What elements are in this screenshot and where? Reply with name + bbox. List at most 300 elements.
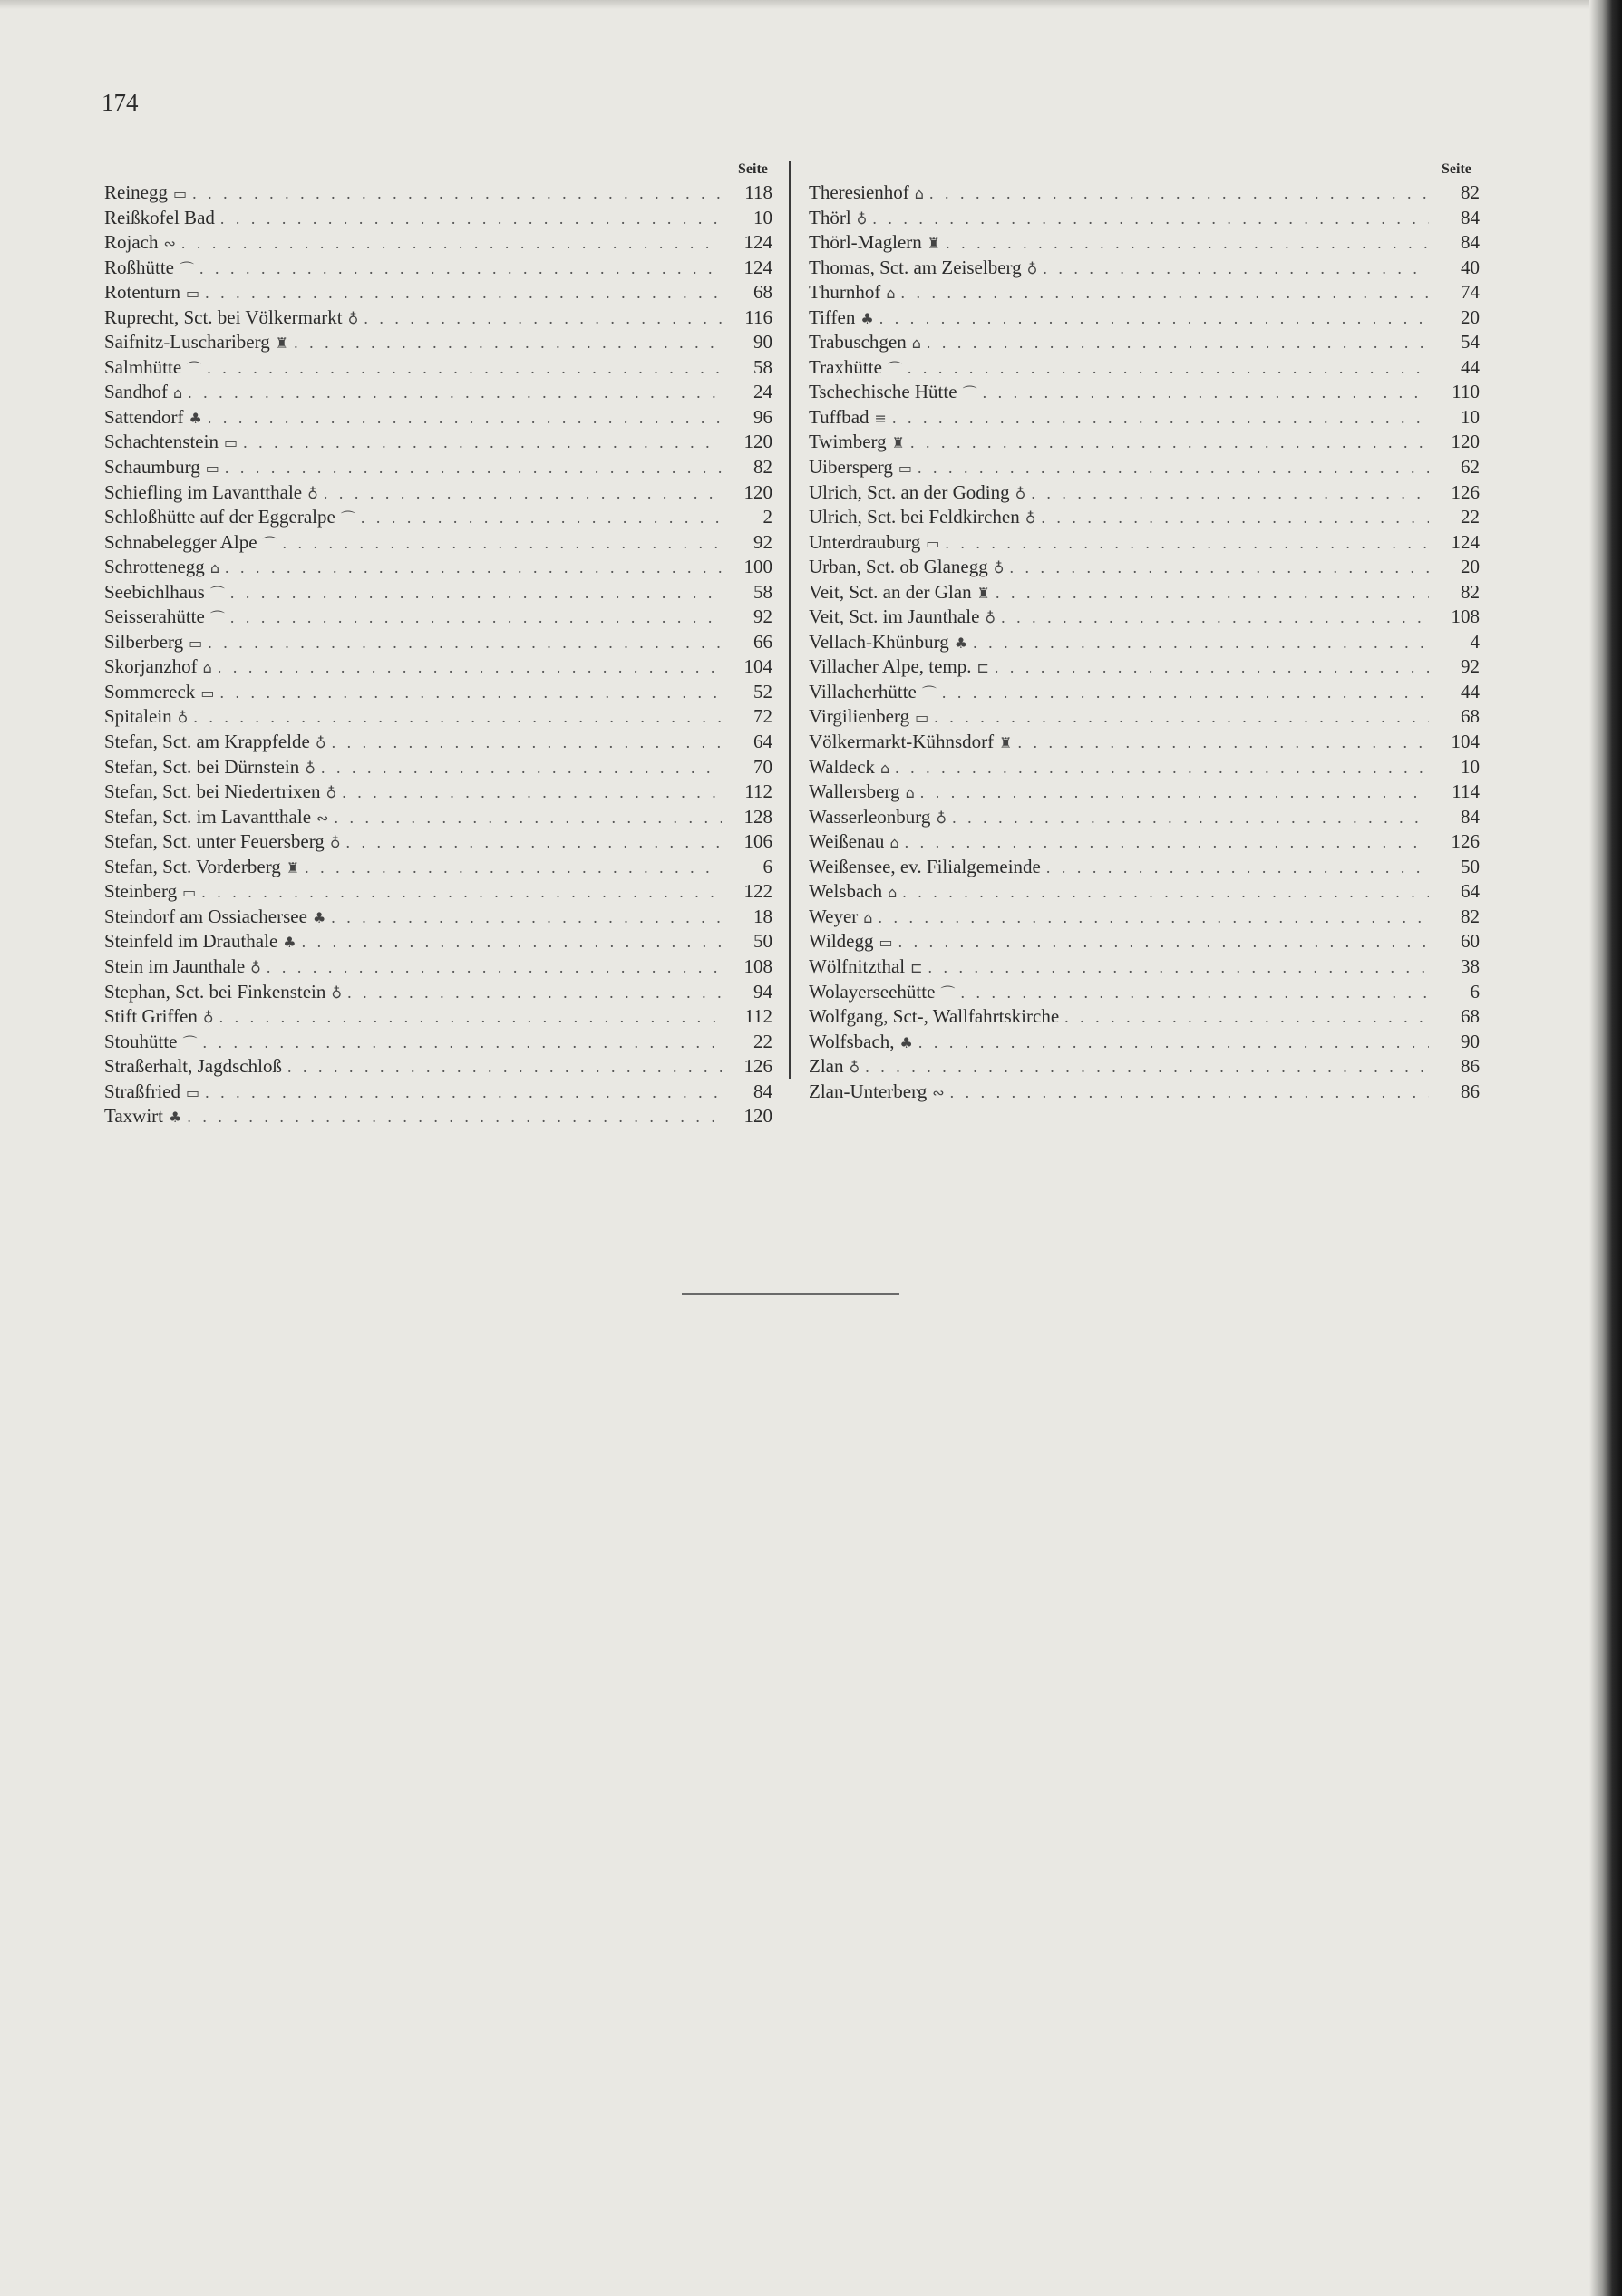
church-icon: ♁ (936, 809, 947, 827)
dot-leader (934, 708, 1429, 727)
column-divider (789, 161, 791, 1079)
left-column-header: Seite (738, 161, 768, 177)
ruin-icon: ▭ (185, 1083, 200, 1101)
dot-leader (283, 534, 722, 553)
parsonage-icon: ⌂ (209, 559, 219, 577)
index-entry (809, 605, 1480, 631)
dot-leader (346, 833, 722, 852)
entry-page: 52 (753, 680, 772, 702)
index-entry (809, 806, 1480, 831)
index-entry (104, 806, 772, 831)
entry-page: 126 (1451, 830, 1480, 853)
dot-leader (945, 534, 1429, 553)
dot-leader (1046, 858, 1429, 877)
index-entry (104, 181, 772, 207)
entry-name: Wolfsbach, (809, 1030, 895, 1052)
entry-name: Wildegg (809, 930, 874, 953)
dot-leader (995, 658, 1429, 677)
index-entry (104, 830, 772, 856)
hut-icon: ⌒ (340, 509, 355, 528)
dot-leader (225, 459, 722, 478)
parsonage-icon: ⌂ (202, 659, 212, 677)
entry-name: Veit, Sct. im Jaunthale (809, 605, 980, 628)
entry-name: Steinfeld im Drauthale (104, 930, 278, 953)
entry-name: Theresienhof (809, 181, 909, 203)
index-entry (809, 1005, 1480, 1031)
entry-page: 86 (1461, 1055, 1480, 1078)
entry-page: 6 (1470, 980, 1480, 1003)
entry-page: 68 (1461, 705, 1480, 728)
parsonage-icon: ⌂ (889, 834, 899, 852)
index-entry (104, 306, 772, 332)
dot-leader (946, 234, 1429, 253)
entry-page: 124 (1451, 530, 1480, 553)
dot-leader (203, 1033, 722, 1052)
index-entry (104, 406, 772, 431)
dot-leader (1001, 608, 1429, 627)
index-entry (104, 1005, 772, 1031)
entry-name: Wolfgang, Sct-, Wallfahrtskirche (809, 1005, 1060, 1028)
dot-leader (1043, 259, 1429, 278)
entry-page: 58 (753, 580, 772, 603)
entry-page: 84 (753, 1080, 772, 1102)
entry-page: 86 (1461, 1080, 1480, 1102)
parsonage-icon: ⌂ (888, 884, 898, 902)
dot-leader (996, 584, 1429, 603)
entry-page: 64 (753, 731, 772, 753)
dot-leader (342, 783, 722, 802)
dot-leader (225, 558, 722, 577)
entry-page: 10 (1461, 755, 1480, 778)
church-icon: ♁ (325, 784, 337, 802)
parsonage-icon: ⌂ (173, 384, 183, 402)
index-entry (809, 306, 1480, 332)
index-entry (104, 1031, 772, 1056)
entry-name: Stefan, Sct. bei Niedertrixen (104, 780, 321, 803)
entry-page: 20 (1461, 556, 1480, 578)
entry-page: 22 (753, 1030, 772, 1052)
entry-page: 120 (743, 1105, 772, 1128)
entry-page: 50 (753, 930, 772, 953)
dot-leader (181, 234, 722, 253)
index-entry (809, 556, 1480, 581)
dot-leader (879, 309, 1429, 328)
entry-name: Stefan, Sct. im Lavantthale (104, 805, 312, 828)
dot-leader (294, 334, 722, 353)
dot-leader (952, 809, 1429, 828)
hut-icon: ⌒ (940, 983, 956, 1002)
index-entry (809, 681, 1480, 706)
index-entry (104, 631, 772, 656)
index-entry (104, 207, 772, 232)
dot-leader (218, 658, 722, 677)
dot-leader (1009, 558, 1429, 577)
entry-page: 112 (744, 1005, 772, 1028)
dot-leader (230, 608, 722, 627)
index-entry (809, 231, 1480, 257)
entry-name: Stephan, Sct. bei Finkenstein (104, 980, 326, 1003)
dot-leader (927, 334, 1429, 353)
dot-leader (905, 833, 1429, 852)
entry-name: Weyer (809, 905, 859, 927)
index-entry (104, 930, 772, 955)
castle-icon: ♜ (976, 584, 990, 602)
parsonage-icon: ⌂ (914, 185, 924, 202)
dot-leader (220, 209, 722, 228)
index-entry (104, 581, 772, 606)
church-icon: ♁ (305, 759, 316, 777)
entry-page: 108 (1451, 605, 1480, 628)
entry-name: Thomas, Sct. am Zeiselberg (809, 256, 1022, 278)
index-entry (809, 930, 1480, 955)
entry-page: 68 (1461, 1005, 1480, 1028)
entry-name: Unterdrauburg (809, 530, 921, 553)
index-entry (809, 531, 1480, 557)
entry-name: Wölfnitzthal (809, 954, 906, 977)
entry-name: Steindorf am Ossiachersee (104, 905, 307, 927)
entry-name: Weißensee, ev. Filialgemeinde (809, 855, 1041, 877)
index-entry (809, 506, 1480, 531)
dot-leader (208, 409, 722, 428)
church-icon: ♁ (331, 983, 343, 1002)
page-number: 174 (102, 89, 139, 116)
entry-name: Saifnitz-Luschariberg (104, 331, 270, 354)
index-entry (809, 456, 1480, 481)
index-entry (104, 955, 772, 981)
entry-page: 44 (1461, 680, 1480, 702)
entry-name: Taxwirt (104, 1105, 164, 1128)
entry-name: Waldeck (809, 755, 875, 778)
entry-page: 126 (1451, 480, 1480, 503)
entry-name: Roßhütte (104, 256, 174, 278)
entry-name: Schiefling im Lavantthale (104, 480, 303, 503)
entry-name: Stift Griffen (104, 1005, 198, 1028)
church-icon: ♁ (849, 1059, 860, 1077)
index-entry (104, 655, 772, 681)
entry-page: 58 (753, 355, 772, 378)
entry-page: 100 (743, 556, 772, 578)
ruin-icon: ▭ (223, 434, 238, 452)
entry-page: 106 (743, 830, 772, 853)
dot-leader (928, 958, 1429, 977)
index-entry (104, 1080, 772, 1106)
entry-name: Völkermarkt-Kühnsdorf (809, 731, 995, 753)
dot-leader (895, 759, 1429, 778)
dot-leader (878, 908, 1429, 927)
entry-page: 118 (744, 181, 772, 203)
index-entry (104, 381, 772, 406)
entry-name: Schaumburg (104, 456, 200, 479)
right-column-header: Seite (1442, 161, 1471, 177)
village-icon: ♣ (860, 309, 874, 327)
dot-leader (1017, 733, 1429, 752)
entry-page: 18 (753, 905, 772, 927)
entry-page: 120 (1451, 431, 1480, 453)
entry-name: Zlan-Unterberg (809, 1080, 928, 1102)
dot-leader (205, 1083, 722, 1102)
entry-name: Sandhof (104, 381, 168, 403)
ruin-icon: ▭ (915, 709, 929, 727)
index-entry (809, 481, 1480, 507)
ruin-icon: ▭ (182, 884, 197, 902)
entry-page: 108 (743, 954, 772, 977)
entry-page: 20 (1461, 305, 1480, 328)
entry-name: Trabuschgen (809, 331, 907, 354)
index-entry (104, 856, 772, 881)
dot-leader (918, 1033, 1429, 1052)
entry-page: 104 (1451, 731, 1480, 753)
entry-name: Stein im Jaunthale (104, 954, 246, 977)
parsonage-icon: ⌂ (879, 759, 890, 777)
church-icon: ♁ (1025, 509, 1036, 528)
index-entry (809, 830, 1480, 856)
dot-leader (960, 983, 1429, 1003)
dot-leader (208, 634, 722, 653)
castle-icon: ♜ (891, 434, 905, 452)
index-entry (809, 906, 1480, 931)
village-icon: ♣ (169, 1109, 182, 1127)
entry-page: 82 (1461, 905, 1480, 927)
church-icon: ♁ (347, 309, 359, 327)
entry-name: Seisserahütte (104, 605, 205, 628)
entry-page: 24 (753, 381, 772, 403)
dot-leader (973, 634, 1429, 653)
dot-leader (188, 383, 722, 402)
ruin-icon: ▭ (172, 185, 188, 202)
entry-page: 44 (1461, 355, 1480, 378)
entry-page: 60 (1461, 930, 1480, 953)
entry-name: Veit, Sct. an der Glan (809, 580, 972, 603)
entry-page: 114 (1452, 780, 1480, 803)
entry-page: 4 (1470, 630, 1480, 653)
dot-leader (205, 284, 722, 303)
ruin-icon: ▭ (205, 460, 219, 478)
village-icon: ♣ (189, 409, 202, 427)
ruin-icon: ▭ (879, 934, 893, 952)
entry-name: Wallersberg (809, 780, 900, 803)
entry-name: Thörl (809, 206, 851, 228)
entry-name: Seebichlhaus (104, 580, 205, 603)
entry-page: 126 (743, 1055, 772, 1078)
entry-name: Reinegg (104, 181, 168, 203)
index-entry (104, 906, 772, 931)
entry-page: 62 (1461, 456, 1480, 479)
parsonage-icon: ⌂ (905, 784, 915, 802)
church-icon: ♁ (1015, 484, 1026, 502)
entry-name: Stefan, Sct. unter Feuersberg (104, 830, 325, 853)
entry-page: 84 (1461, 805, 1480, 828)
index-entry (809, 655, 1480, 681)
dot-leader (1064, 1008, 1429, 1027)
index-entry (104, 556, 772, 581)
entry-page: 92 (753, 530, 772, 553)
church-icon: ♁ (177, 709, 189, 727)
entry-page: 124 (743, 231, 772, 254)
village-icon: ♣ (954, 634, 968, 652)
entry-page: 40 (1461, 256, 1480, 278)
entry-name: Traxhütte (809, 355, 882, 378)
entry-name: Virgilienberg (809, 705, 910, 728)
entry-name: Weißenau (809, 830, 885, 853)
village-icon: ♣ (899, 1033, 913, 1051)
castle-icon: ♜ (927, 235, 941, 253)
entry-name: Spitalein (104, 705, 172, 728)
entry-page: 68 (753, 281, 772, 304)
ruin-icon: ▭ (200, 683, 215, 702)
spring-icon: ∾ (163, 235, 176, 253)
entry-page: 96 (753, 405, 772, 428)
dot-leader (305, 858, 722, 877)
index-entry (809, 331, 1480, 356)
village-icon: ♣ (312, 908, 326, 926)
dot-leader (199, 259, 722, 278)
church-icon: ♁ (1026, 259, 1038, 277)
dot-leader (918, 459, 1429, 478)
entry-name: Reißkofel Bad (104, 206, 215, 228)
entry-name: Tschechische Hütte (809, 381, 957, 403)
index-entry (809, 880, 1480, 906)
entry-name: Steinberg (104, 880, 178, 903)
dot-leader (892, 409, 1429, 428)
entry-name: Twimberg (809, 431, 887, 453)
ruin-icon: ▭ (189, 634, 203, 652)
dot-leader (219, 1008, 722, 1027)
index-entry (104, 331, 772, 356)
dot-leader (920, 783, 1429, 802)
hut-icon: ⌒ (209, 609, 225, 627)
entry-name: Welsbach (809, 880, 883, 903)
entry-name: Stefan, Sct. Vorderberg (104, 855, 281, 877)
dot-leader (872, 209, 1429, 228)
index-entry (809, 431, 1480, 456)
spring-icon: ∾ (932, 1083, 945, 1101)
church-icon: ♁ (250, 958, 261, 976)
entry-name: Zlan (809, 1055, 844, 1078)
castle-icon: ♜ (999, 734, 1013, 752)
dot-leader (361, 509, 722, 528)
left-index-column (104, 181, 772, 1130)
village-icon: ♣ (283, 934, 296, 952)
entry-page: 128 (743, 805, 772, 828)
dot-leader (942, 683, 1429, 702)
index-entry (809, 406, 1480, 431)
index-entry (104, 756, 772, 781)
index-entry (809, 1031, 1480, 1056)
entry-page: 120 (743, 431, 772, 453)
index-entry (104, 605, 772, 631)
book-spine-edge (1589, 0, 1622, 2296)
entry-name: Rotenturn (104, 281, 180, 304)
index-entry (104, 780, 772, 806)
entry-page: 10 (1461, 405, 1480, 428)
dot-leader (243, 433, 722, 452)
index-entry (104, 431, 772, 456)
index-entry (104, 231, 772, 257)
right-index-column (809, 181, 1480, 1105)
dot-leader (332, 733, 722, 752)
entry-name: Urban, Sct. ob Glanegg (809, 556, 988, 578)
dot-leader (192, 184, 722, 203)
entry-name: Villacher Alpe, temp. (809, 655, 972, 678)
entry-name: Thurnhof (809, 281, 881, 304)
index-entry (809, 207, 1480, 232)
entry-page: 6 (762, 855, 772, 877)
entry-page: 2 (762, 506, 772, 528)
entry-page: 84 (1461, 231, 1480, 254)
entry-page: 122 (743, 880, 772, 903)
hut-icon: ⌒ (262, 534, 277, 552)
entry-name: Tiffen (809, 305, 856, 328)
entry-name: Villacherhütte (809, 680, 917, 702)
index-entry (809, 705, 1480, 731)
dot-leader (929, 184, 1429, 203)
dot-leader (230, 584, 722, 603)
entry-page: 84 (1461, 206, 1480, 228)
entry-name: Ulrich, Sct. bei Feldkirchen (809, 506, 1020, 528)
entry-page: 120 (743, 480, 772, 503)
index-entry (809, 1080, 1480, 1106)
entry-name: Schloßhütte auf der Eggeralpe (104, 506, 335, 528)
hut-icon: ⌒ (209, 584, 225, 602)
entry-name: Skorjanzhof (104, 655, 198, 678)
entry-page: 74 (1461, 281, 1480, 304)
index-entry (104, 880, 772, 906)
index-entry (104, 356, 772, 382)
index-entry (809, 981, 1480, 1006)
index-entry (104, 1055, 772, 1080)
index-entry (104, 257, 772, 282)
entry-name: Silberberg (104, 630, 184, 653)
index-entry (104, 531, 772, 557)
index-entry (809, 955, 1480, 981)
index-entry (809, 281, 1480, 306)
parsonage-icon: ⌂ (911, 334, 921, 353)
hut-icon: ⌒ (187, 359, 202, 377)
end-rule (682, 1293, 899, 1295)
entry-page: 70 (753, 755, 772, 778)
index-entry (809, 581, 1480, 606)
parsonage-icon: ⌂ (886, 285, 896, 303)
ruin-icon: ▭ (186, 285, 200, 303)
index-entry (809, 756, 1480, 781)
index-entry (809, 257, 1480, 282)
entry-name: Uibersperg (809, 456, 893, 479)
temple-icon: ⊏ (976, 659, 989, 677)
entry-name: Rojach (104, 231, 159, 254)
bath-icon: ≡ (874, 409, 887, 427)
dot-leader (302, 933, 722, 952)
dot-leader (187, 1108, 722, 1127)
church-icon: ♁ (985, 609, 996, 627)
church-icon: ♁ (993, 559, 1005, 577)
entry-page: 66 (753, 630, 772, 653)
dot-leader (908, 359, 1429, 378)
index-entry (104, 981, 772, 1006)
entry-page: 82 (753, 456, 772, 479)
dot-leader (902, 883, 1429, 902)
entry-name: Vellach-Khünburg (809, 630, 949, 653)
dot-leader (900, 284, 1429, 303)
church-icon: ♁ (315, 734, 326, 752)
entry-name: Salmhütte (104, 355, 182, 378)
entry-page: 38 (1461, 954, 1480, 977)
church-icon: ♁ (329, 834, 341, 852)
church-icon: ♁ (202, 1009, 214, 1027)
dot-leader (865, 1058, 1429, 1077)
entry-page: 92 (1461, 655, 1480, 678)
dot-leader (364, 309, 722, 328)
page-top-shadow (0, 0, 1622, 9)
